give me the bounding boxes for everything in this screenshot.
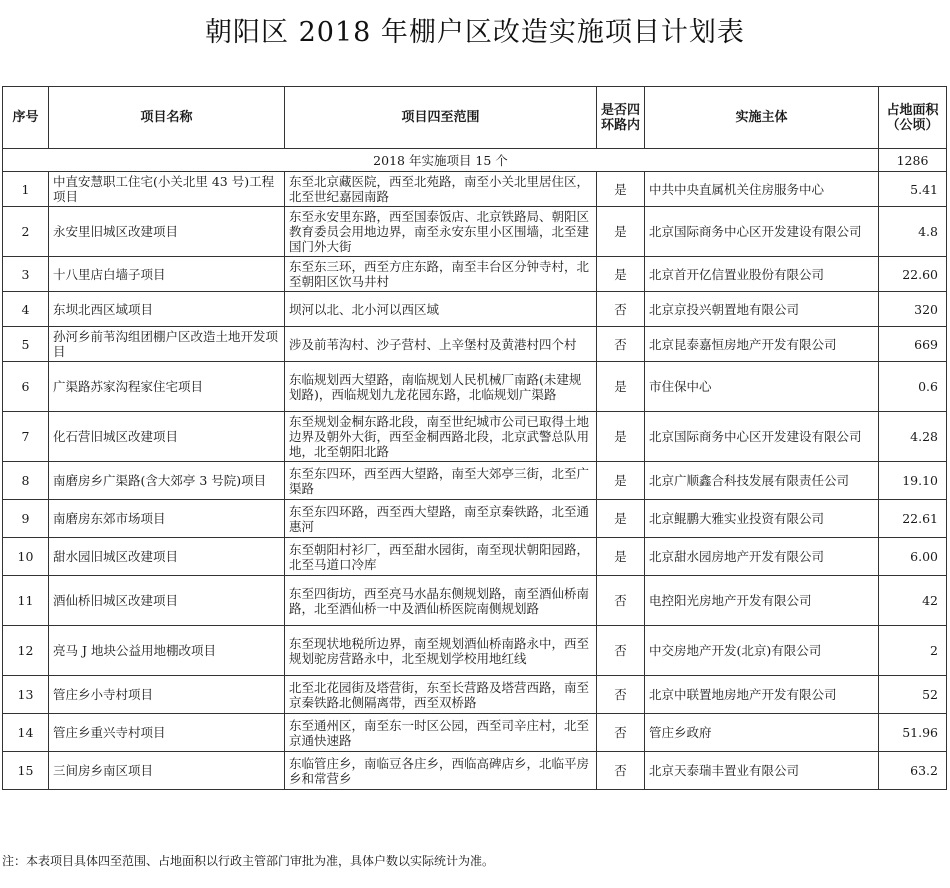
cell-area: 0.6	[879, 362, 947, 412]
table-row	[3, 257, 947, 292]
cell-no: 2	[3, 207, 49, 257]
cell-no: 1	[3, 172, 49, 207]
table-row	[3, 462, 947, 500]
cell-name: 管庄乡重兴寺村项目	[49, 714, 285, 752]
cell-area: 5.41	[879, 172, 947, 207]
project-table	[2, 86, 947, 790]
header-no: 序号	[3, 87, 49, 149]
cell-entity: 中共中央直属机关住房服务中心	[645, 172, 879, 207]
header-name: 项目名称	[49, 87, 285, 149]
cell-scope: 东至东四环路，西至西大望路，南至京秦铁路，北至通惠河	[285, 500, 597, 538]
table-row	[3, 412, 947, 462]
cell-no: 13	[3, 676, 49, 714]
table-row	[3, 576, 947, 626]
cell-no: 8	[3, 462, 49, 500]
header-row	[3, 87, 947, 149]
summary-row	[3, 149, 947, 172]
cell-ring: 否	[597, 576, 645, 626]
cell-scope: 东至东三环，西至方庄东路，南至丰台区分钟寺村，北至朝阳区饮马井村	[285, 257, 597, 292]
cell-area: 4.28	[879, 412, 947, 462]
cell-entity: 电控阳光房地产开发有限公司	[645, 576, 879, 626]
cell-name: 东坝北西区域项目	[49, 292, 285, 327]
cell-scope: 涉及前苇沟村、沙子营村、上辛堡村及黄港村四个村	[285, 327, 597, 362]
cell-name: 孙河乡前苇沟组团棚户区改造土地开发项目	[49, 327, 285, 362]
cell-ring: 是	[597, 362, 645, 412]
cell-scope: 东至通州区，南至东一时区公园，西至司辛庄村，北至京通快速路	[285, 714, 597, 752]
table-row	[3, 327, 947, 362]
cell-ring: 是	[597, 172, 645, 207]
header-entity: 实施主体	[645, 87, 879, 149]
cell-ring: 否	[597, 292, 645, 327]
cell-no: 5	[3, 327, 49, 362]
cell-scope: 东临管庄乡，南临豆各庄乡，西临高碑店乡，北临平房乡和常营乡	[285, 752, 597, 790]
cell-area: 51.96	[879, 714, 947, 752]
footnote: 注：本表项目具体四至范围、占地面积以行政主管部门审批为准，具体户数以实际统计为准。	[2, 854, 495, 868]
cell-scope: 坝河以北、北小河以西区域	[285, 292, 597, 327]
cell-area: 22.60	[879, 257, 947, 292]
cell-scope: 东至四街坊，西至亮马水晶东侧规划路，南至酒仙桥南路，北至酒仙桥一中及酒仙桥医院南侧规划路	[285, 576, 597, 626]
cell-no: 10	[3, 538, 49, 576]
cell-scope: 东至规划金桐东路北段，南至世纪城市公司已取得土地边界及朝外大街，西至金桐西路北段，北京武警总队用地，北至朝阳北路	[285, 412, 597, 462]
header-scope: 项目四至范围	[285, 87, 597, 149]
cell-ring: 否	[597, 676, 645, 714]
cell-entity: 市住保中心	[645, 362, 879, 412]
cell-ring: 是	[597, 257, 645, 292]
cell-name: 管庄乡小寺村项目	[49, 676, 285, 714]
cell-name: 十八里店白墙子项目	[49, 257, 285, 292]
cell-area: 6.00	[879, 538, 947, 576]
cell-no: 14	[3, 714, 49, 752]
cell-name: 南磨房乡广渠路(含大郊亭 3 号院)项目	[49, 462, 285, 500]
summary-area: 1286	[879, 149, 947, 172]
cell-entity: 北京鲲鹏大雅实业投资有限公司	[645, 500, 879, 538]
cell-no: 11	[3, 576, 49, 626]
header-ring: 是否四环路内	[597, 87, 645, 149]
cell-entity: 北京国际商务中心区开发建设有限公司	[645, 412, 879, 462]
table-row	[3, 676, 947, 714]
cell-name: 甜水园旧城区改建项目	[49, 538, 285, 576]
cell-ring: 是	[597, 538, 645, 576]
cell-ring: 是	[597, 412, 645, 462]
cell-entity: 北京中联置地房地产开发有限公司	[645, 676, 879, 714]
cell-scope: 东至北京藏医院，西至北苑路，南至小关北里居住区，北至世纪嘉园南路	[285, 172, 597, 207]
cell-ring: 否	[597, 327, 645, 362]
cell-scope: 东至永安里东路，西至国泰饭店、北京铁路局、朝阳区教育委员会用地边界，南至永安东里小区围墙，北至建国门外大街	[285, 207, 597, 257]
cell-scope: 东临规划西大望路，南临规划人民机械厂南路(未建规划路)，西临规划九龙花园东路，北临规划广渠路	[285, 362, 597, 412]
table-row	[3, 626, 947, 676]
cell-name: 酒仙桥旧城区改建项目	[49, 576, 285, 626]
table-row	[3, 207, 947, 257]
cell-area: 52	[879, 676, 947, 714]
cell-entity: 北京昆泰嘉恒房地产开发有限公司	[645, 327, 879, 362]
cell-ring: 是	[597, 207, 645, 257]
cell-area: 320	[879, 292, 947, 327]
cell-area: 19.10	[879, 462, 947, 500]
cell-name: 南磨房东郊市场项目	[49, 500, 285, 538]
cell-name: 亮马 J 地块公益用地棚改项目	[49, 626, 285, 676]
table-row	[3, 752, 947, 790]
cell-ring: 否	[597, 714, 645, 752]
cell-name: 广渠路苏家沟程家住宅项目	[49, 362, 285, 412]
cell-ring: 是	[597, 462, 645, 500]
cell-name: 永安里旧城区改建项目	[49, 207, 285, 257]
cell-no: 15	[3, 752, 49, 790]
cell-scope: 东至朝阳村衫厂，西至甜水园街，南至现状朝阳园路，北至马道口冷库	[285, 538, 597, 576]
cell-entity: 北京国际商务中心区开发建设有限公司	[645, 207, 879, 257]
page-title: 朝阳区 2018 年棚户区改造实施项目计划表	[205, 17, 745, 48]
cell-ring: 是	[597, 500, 645, 538]
cell-scope: 东至现状地税所边界，南至规划酒仙桥南路永中，西至规划驼房营路永中，北至规划学校用地红线	[285, 626, 597, 676]
cell-area: 63.2	[879, 752, 947, 790]
cell-name: 中直安慧职工住宅(小关北里 43 号)工程项目	[49, 172, 285, 207]
header-area: 占地面积（公顷）	[879, 87, 947, 149]
cell-no: 12	[3, 626, 49, 676]
cell-entity: 北京首开亿信置业股份有限公司	[645, 257, 879, 292]
cell-area: 2	[879, 626, 947, 676]
cell-area: 4.8	[879, 207, 947, 257]
cell-entity: 北京广顺鑫合科技发展有限责任公司	[645, 462, 879, 500]
cell-entity: 中交房地产开发(北京)有限公司	[645, 626, 879, 676]
cell-entity: 北京甜水园房地产开发有限公司	[645, 538, 879, 576]
cell-no: 4	[3, 292, 49, 327]
cell-ring: 否	[597, 752, 645, 790]
cell-area: 42	[879, 576, 947, 626]
cell-scope: 北至北花园街及塔营街，东至长营路及塔营西路，南至京秦铁路北侧隔离带，西至双桥路	[285, 676, 597, 714]
cell-entity: 北京京投兴朝置地有限公司	[645, 292, 879, 327]
summary-label: 2018 年实施项目 15 个	[3, 149, 879, 172]
cell-name: 化石营旧城区改建项目	[49, 412, 285, 462]
table-row	[3, 292, 947, 327]
cell-no: 6	[3, 362, 49, 412]
cell-area: 669	[879, 327, 947, 362]
cell-area: 22.61	[879, 500, 947, 538]
cell-entity: 北京天泰瑞丰置业有限公司	[645, 752, 879, 790]
table-row	[3, 714, 947, 752]
cell-no: 7	[3, 412, 49, 462]
cell-no: 9	[3, 500, 49, 538]
table-row	[3, 500, 947, 538]
cell-entity: 管庄乡政府	[645, 714, 879, 752]
cell-name: 三间房乡南区项目	[49, 752, 285, 790]
cell-ring: 否	[597, 626, 645, 676]
cell-no: 3	[3, 257, 49, 292]
cell-scope: 东至东四环，西至西大望路，南至大郊亭三街，北至广渠路	[285, 462, 597, 500]
table-row	[3, 172, 947, 207]
table-row	[3, 362, 947, 412]
table-row	[3, 538, 947, 576]
